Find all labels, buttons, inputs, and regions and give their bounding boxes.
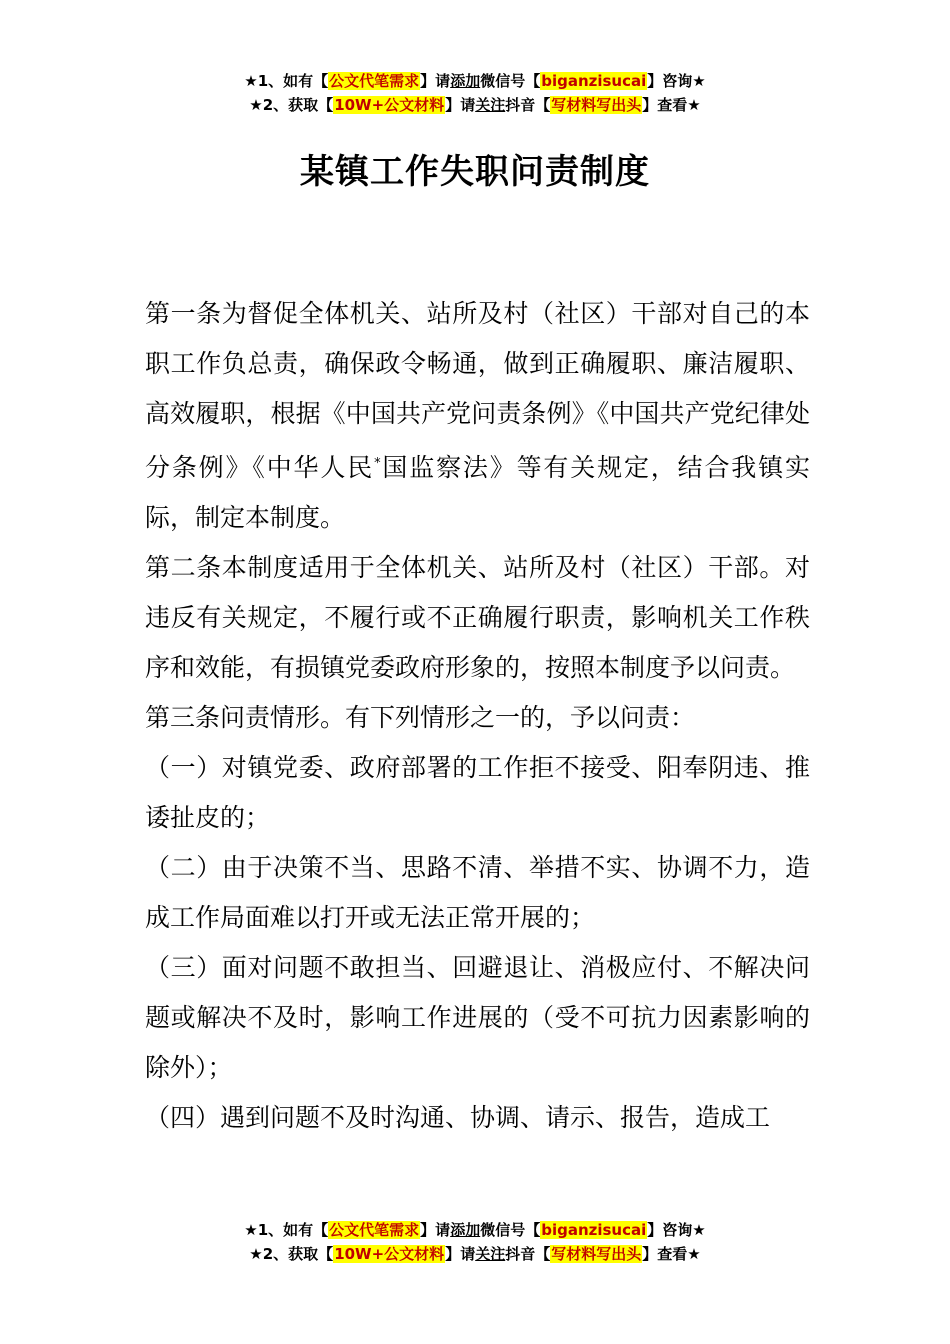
highlight-text: 写材料写出头 <box>551 1245 642 1263</box>
page-title: 某镇工作失职问责制度 <box>300 152 650 192</box>
highlight-text: 公文代笔需求 <box>329 1221 420 1239</box>
highlight-text: 10W+公文材料 <box>334 1245 445 1263</box>
paragraph: （二）由于决策不当、思路不清、举措不实、协调不力，造成工作局面难以打开或无法正常开展的； <box>145 853 810 932</box>
banner-line-1: ★1、如有【公文代笔需求】请添加微信号【biganzisucai】咨询★ <box>244 72 706 90</box>
highlight-text: 10W+公文材料 <box>334 96 445 114</box>
document-body <box>145 289 810 1143</box>
banner-line-2: ★2、获取【10W+公文材料】请关注抖音【写材料写出头】查看★ <box>249 1245 701 1263</box>
paragraph: （三）面对问题不敢担当、回避退让、消极应付、不解决问题或解决不及时，影响工作进展的（受不可抗力因素影响的除外）； <box>145 953 810 1082</box>
highlight-text: biganzisucai <box>541 72 647 90</box>
highlight-text: 公文代笔需求 <box>329 72 420 90</box>
paragraph: （四）遇到问题不及时沟通、协调、请示、报告，造成工 <box>145 1103 771 1132</box>
footer-banner <box>0 1218 950 1266</box>
header-banner <box>0 69 950 117</box>
paragraph: （一）对镇党委、政府部署的工作拒不接受、阳奉阴违、推诿扯皮的； <box>145 753 810 832</box>
highlight-text: biganzisucai <box>541 1221 647 1239</box>
paragraph: 第二条本制度适用于全体机关、站所及村（社区）干部。对违反有关规定，不履行或不正确履行职责，影响机关工作秩序和效能，有损镇党委政府形象的，按照本制度予以问责。 <box>145 553 810 682</box>
banner-line-1: ★1、如有【公文代笔需求】请添加微信号【biganzisucai】咨询★ <box>244 1221 706 1239</box>
banner-line-2: ★2、获取【10W+公文材料】请关注抖音【写材料写出头】查看★ <box>249 96 701 114</box>
highlight-text: 写材料写出头 <box>551 96 642 114</box>
paragraph: 第三条问责情形。有下列情形之一的，予以问责： <box>145 703 696 732</box>
paragraph: 第一条为督促全体机关、站所及村（社区）干部对自己的本职工作负总责，确保政令畅通，做到正确履职、廉洁履职、高效履职，根据《中国共产党问责条例》《中国共产党纪律处分条例》《中华人民*国监察法》等有关规定，结合我镇实际，制定本制度。 <box>145 299 810 532</box>
